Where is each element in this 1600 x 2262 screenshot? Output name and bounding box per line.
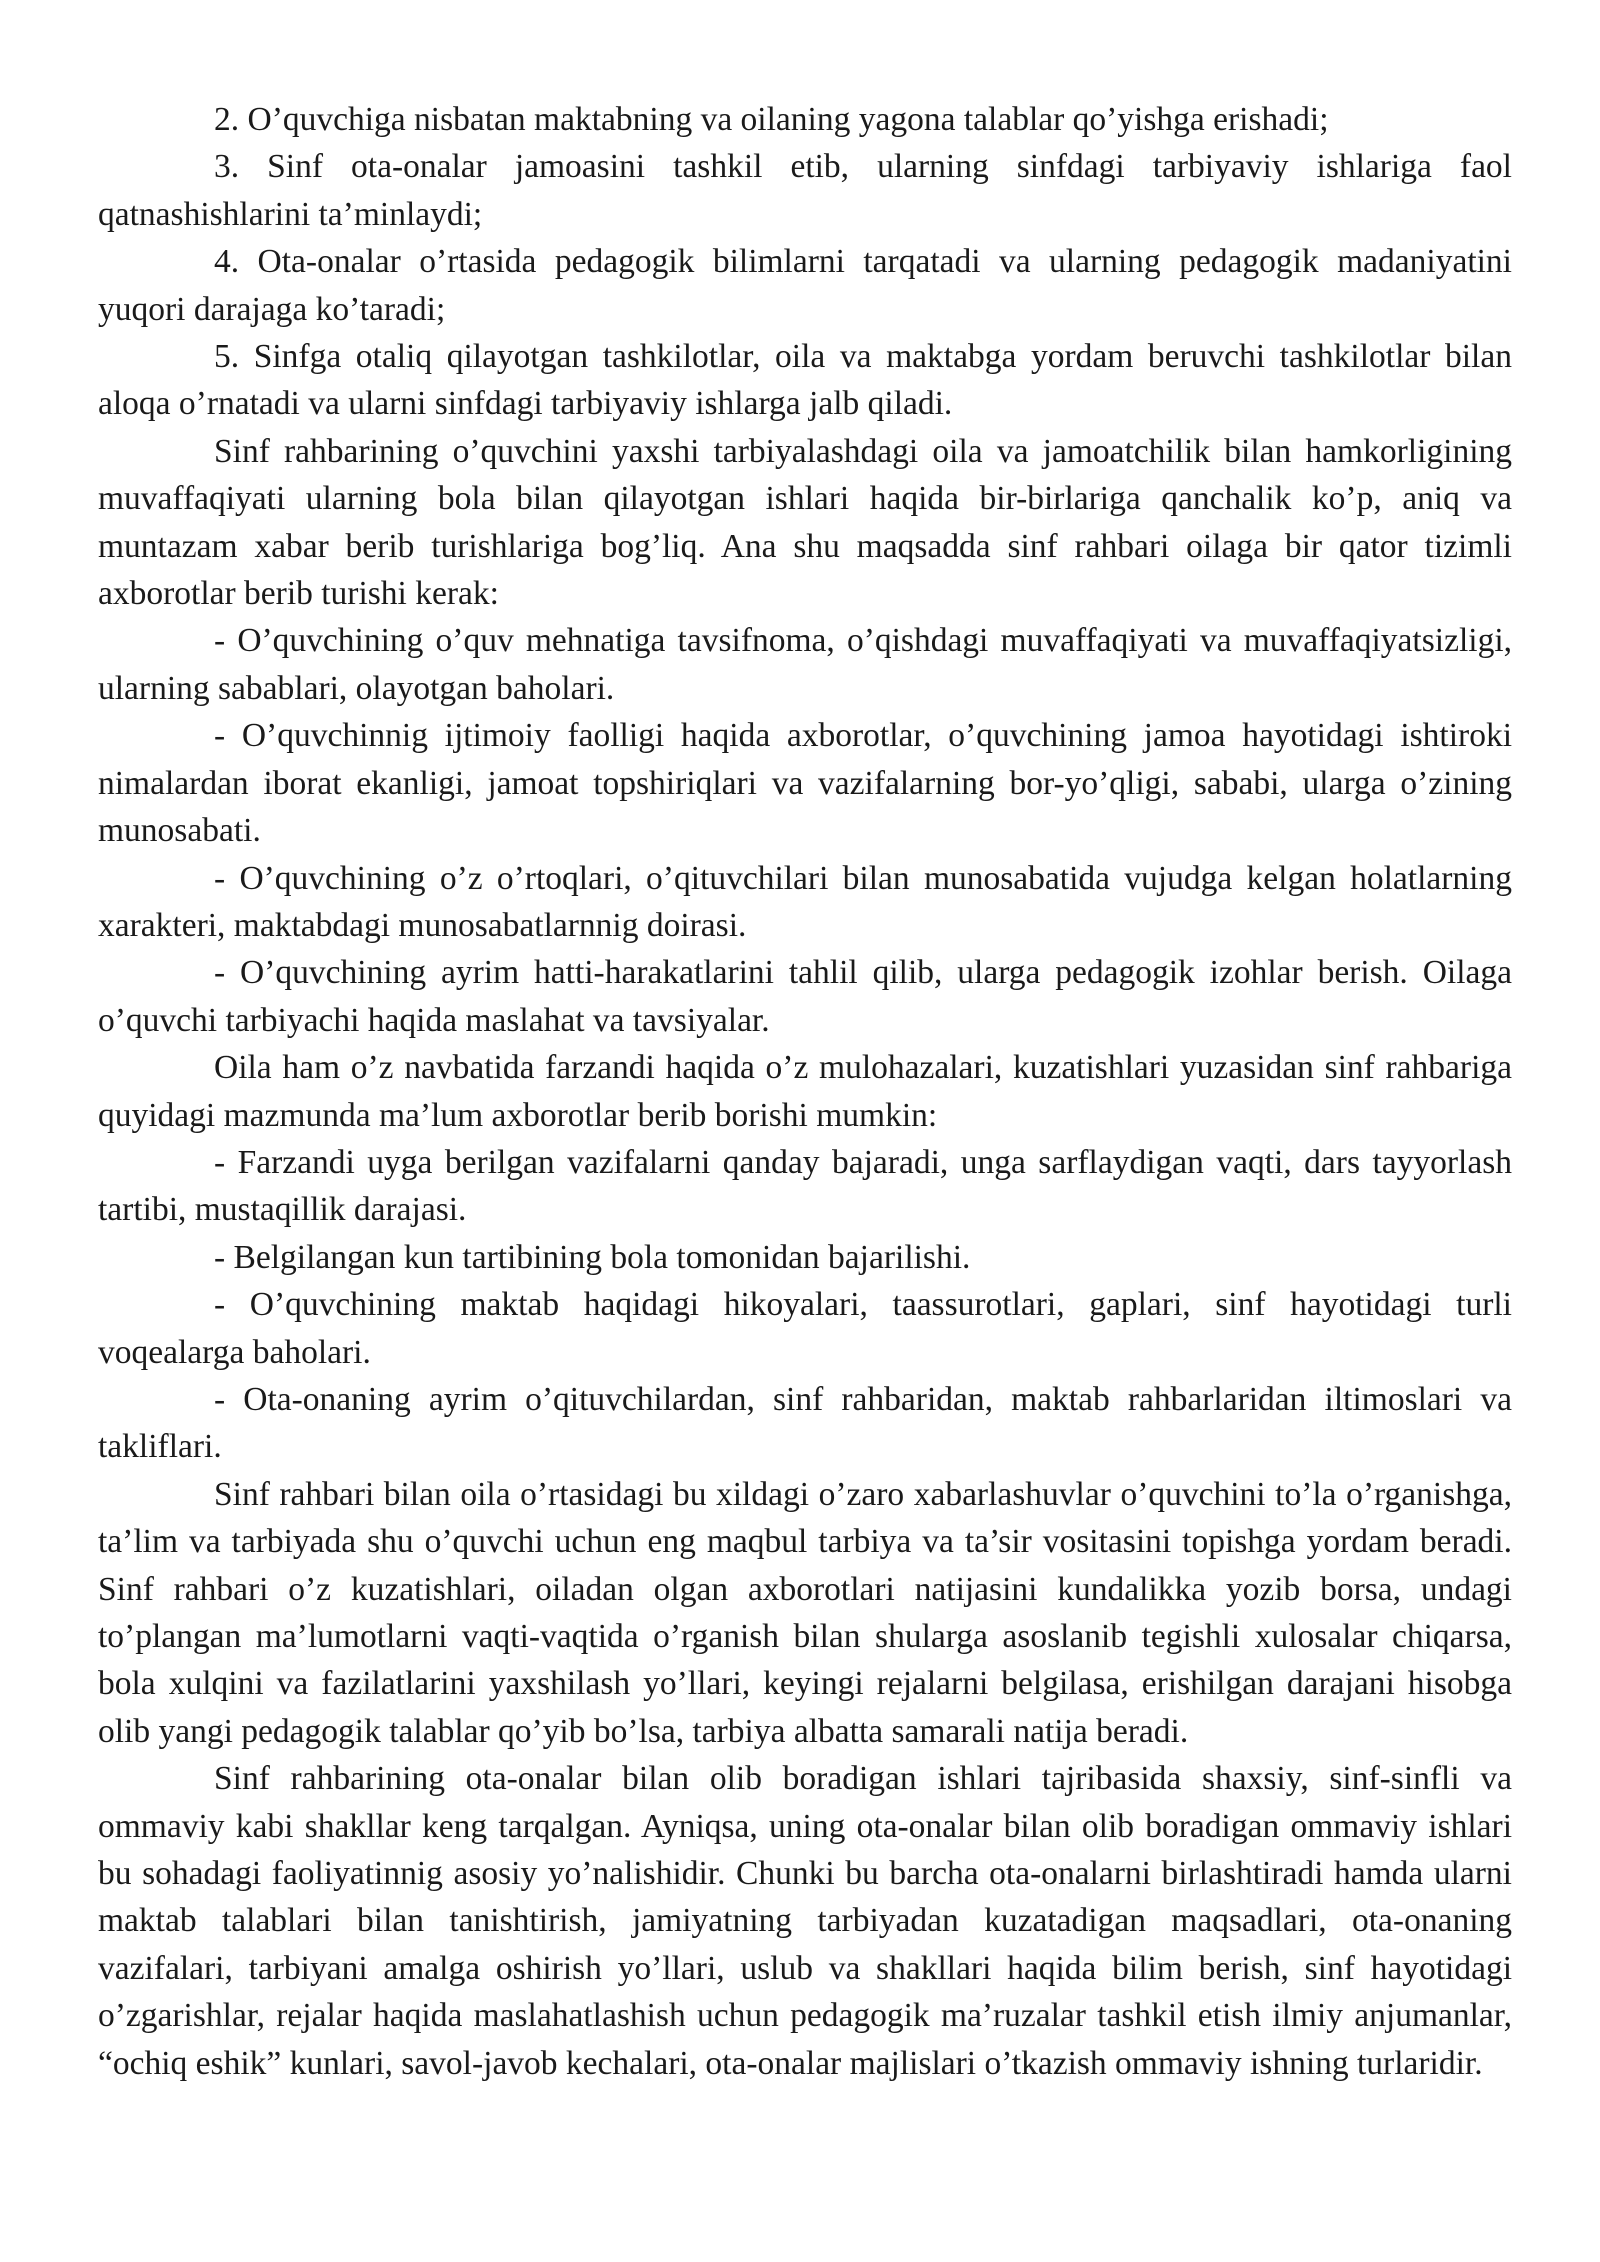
bullet-social-activity: - O’quvchinnig ijtimoiy faolligi haqida axborotlar, o’quvchining jamoa hayotidagi ishtiroki nimalardan iborat ekanligi, jamoat topshiriqlari va vazifalarning bor-yo’qligi, sababi, ularga o’zining munosabati. [98, 717, 1512, 850]
paragraph-item-2: 2. O’quvchiga nisbatan maktabning va oilaning yagona talablar qo’yishga erishadi; [214, 101, 1329, 138]
paragraph-class-teacher-cooperation: Sinf rahbarining o’quvchini yaxshi tarbiyalashdagi oila va jamoatchilik bilan hamkorligining muvaffaqiyati ularning bola bilan qilayotgan ishlari haqida bir-birlariga qanchalik ko’p, aniq va muntazam xabar berib turishlariga bog’liq. Ana shu maqsadda sinf rahbari oilaga bir qator tizimli axborotlar berib turishi kerak: [98, 432, 1512, 613]
paragraph-mass-work-forms: Sinf rahbarining ota-onalar bilan olib boradigan ishlari tajribasida shaxsiy, sinf-sinfli va ommaviy kabi shakllar keng tarqalgan. Ayniqsa, uning ota-onalar bilan olib boradigan ommaviy ishlari bu sohadagi faoliyatinnig asosiy yo’nalishidir. Chunki bu barcha ota-onalarni birlashtiradi hamda ularni maktab talablari bilan tanishtirish, jamiyatning tarbiyadan kuzatadigan maqsadlari, ota-onaning vazifalari, tarbiyani amalga oshirish yo’llari, uslub va shakllari haqida bilim berish, sinf hayotidagi o’zgarishlar, rejalar haqida maslahatlashish uchun pedagogik ma’ruzalar tashkil etish ilmiy anjumanlar, “ochiq eshik” kunlari, savol-javob kechalari, ota-onalar majlislari o’tkazish ommaviy ishning turlaridir. [98, 1760, 1512, 2082]
bullet-homework: - Farzandi uyga berilgan vazifalarni qanday bajaradi, unga sarflaydigan vaqti, dars tayyorlash tartibi, mustaqillik darajasi. [98, 1143, 1512, 1229]
paragraph-family-information: Oila ham o’z navbatida farzandi haqida o’z mulohazalari, kuzatishlari yuzasidan sinf rahbariga quyidagi mazmunda ma’lum axborotlar berib borishi mumkin: [98, 1049, 1512, 1134]
paragraph-item-3: 3. Sinf ota-onalar jamoasini tashkil etib, ularning sinfdagi tarbiyaviy ishlariga faol qatnashishlarini ta’minlaydi; [98, 148, 1512, 233]
document-page [98, 96, 1512, 2087]
bullet-parent-requests: - Ota-onaning ayrim o’qituvchilardan, sinf rahbaridan, maktab rahbarlaridan iltimoslari va takliflari. [98, 1380, 1512, 1466]
bullet-study-characteristics: - O’quvchining o’quv mehnatiga tavsifnoma, o’qishdagi muvaffaqiyati va muvaffaqiyatsizligi, ularning sabablari, olayotgan baholari. [98, 622, 1512, 707]
bullet-daily-routine: - Belgilangan kun tartibining bola tomonidan bajarilishi. [214, 1238, 971, 1276]
paragraph-item-5: 5. Sinfga otaliq qilayotgan tashkilotlar, oila va maktabga yordam beruvchi tashkilotlar bilan aloqa o’rnatadi va ularni sinfdagi tarbiyaviy ishlarga jalb qiladi. [98, 338, 1512, 423]
paragraph-item-4: 4. Ota-onalar o’rtasida pedagogik bilimlarni tarqatadi va ularning pedagogik madaniyatini yuqori darajaga ko’taradi; [98, 243, 1512, 328]
bullet-behavior-analysis: - O’quvchining ayrim hatti-harakatlarini tahlil qilib, ularga pedagogik izohlar berish. Oilaga o’quvchi tarbiyachi haqida maslahat va tavsiyalar. [98, 954, 1512, 1039]
bullet-peer-relations: - O’quvchining o’z o’rtoqlari, o’qituvchilari bilan munosabatida vujudga kelgan holatlarning xarakteri, maktabdagi munosabatlarnnig doirasi. [98, 859, 1512, 944]
paragraph-mutual-information: Sinf rahbari bilan oila o’rtasidagi bu xildagi o’zaro xabarlashuvlar o’quvchini to’la o’rganishga, ta’lim va tarbiyada shu o’quvchi uchun eng maqbul tarbiya va ta’sir vositasini topishga yordam beradi. Sinf rahbari o’z kuzatishlari, oiladan olgan axborotlari natijasini kundalikka yozib borsa, undagi to’plangan ma’lumotlarni vaqti-vaqtida o’rganish bilan shularga asoslanib tegishli xulosalar chiqarsa, bola xulqini va fazilatlarini yaxshilash yo’llari, keyingi rejalarni belgilasa, erishilgan darajani hisobga olib yangi pedagogik talablar qo’yib bo’lsa, tarbiya albatta samarali natija beradi. [98, 1475, 1512, 1750]
bullet-school-stories: - O’quvchining maktab haqidagi hikoyalari, taassurotlari, gaplari, sinf hayotidagi turli voqealarga baholari. [98, 1286, 1512, 1371]
